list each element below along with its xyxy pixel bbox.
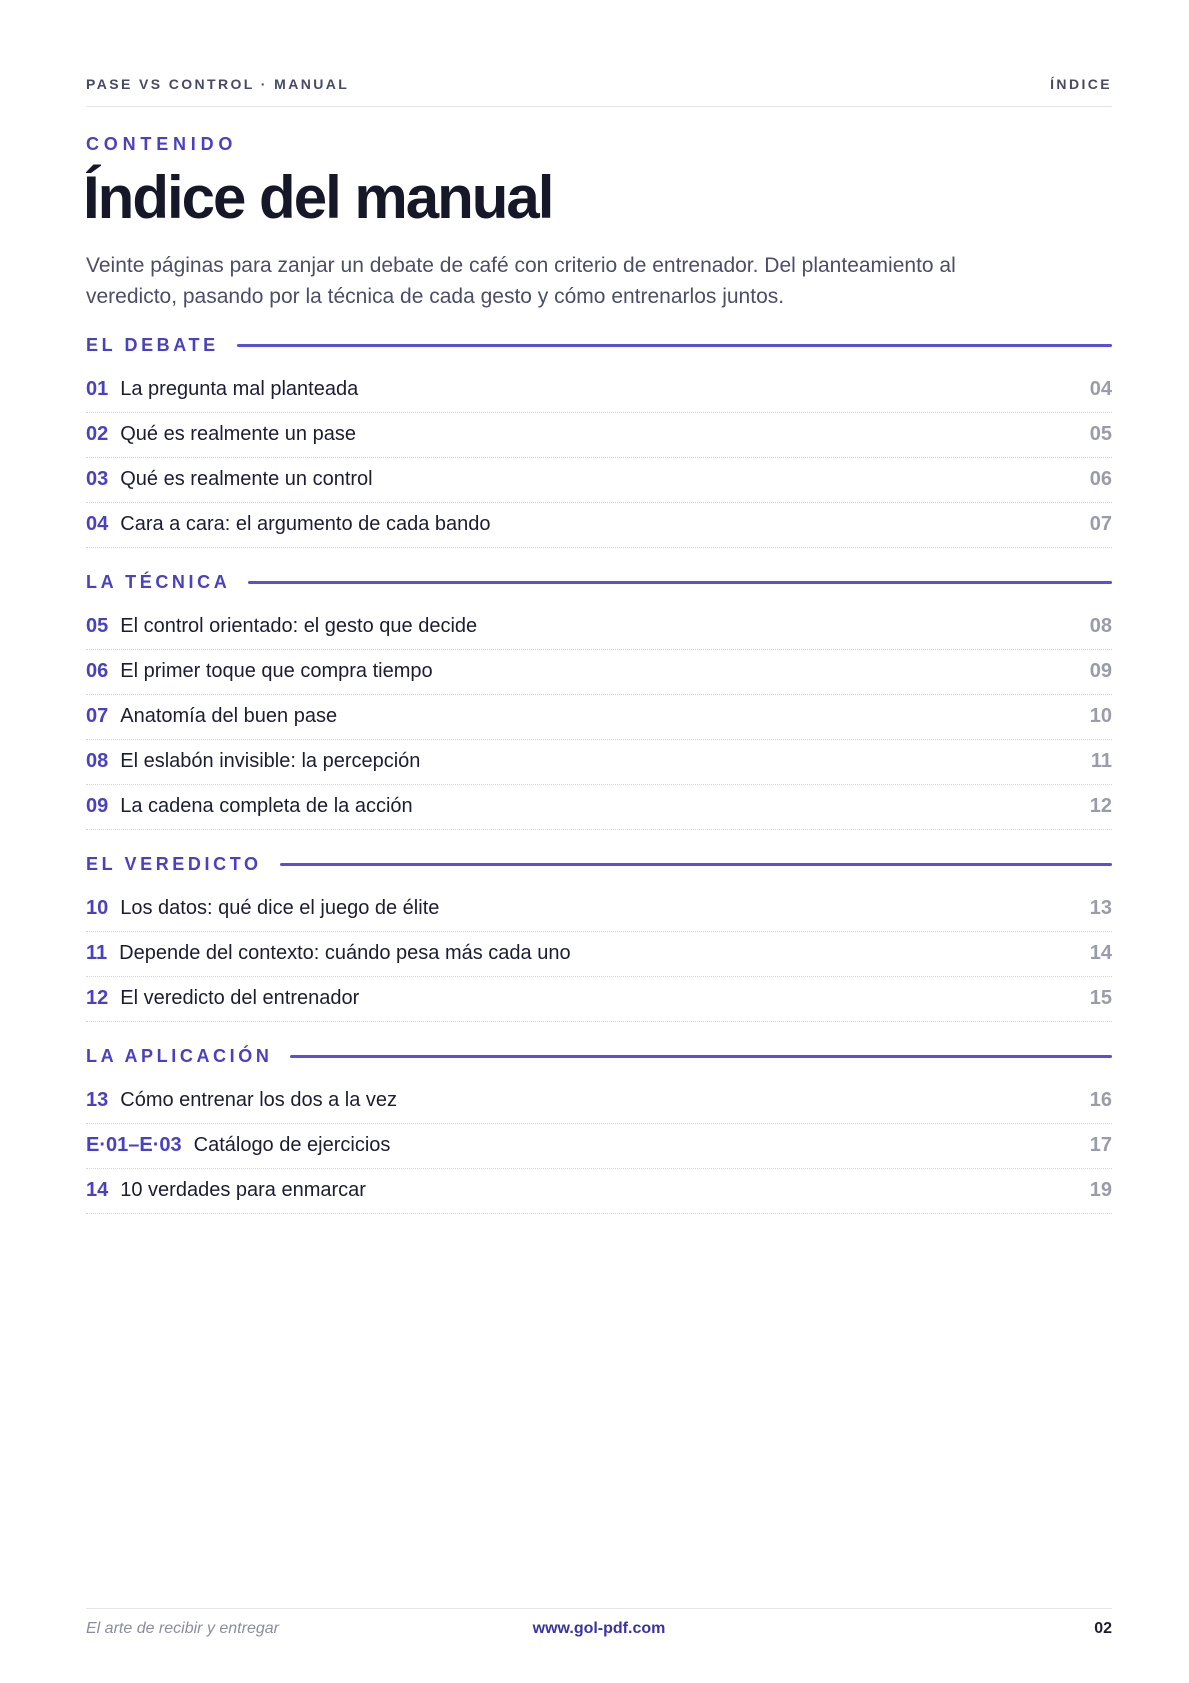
section-rule <box>280 863 1112 866</box>
entry-title: Qué es realmente un pase <box>120 423 356 445</box>
section-heading-veredicto <box>86 852 1112 876</box>
toc-entry[interactable] <box>86 1168 1112 1214</box>
entry-number: 12 <box>86 987 109 1009</box>
entry-page-number: 13 <box>1089 897 1112 919</box>
section-label: EL DEBATE <box>86 334 219 355</box>
toc-entry[interactable] <box>86 784 1112 830</box>
toc-entry[interactable] <box>86 502 1112 548</box>
section-heading-aplicacion <box>86 1044 1112 1068</box>
entry-page-number: 17 <box>1089 1134 1112 1156</box>
entry-page-number: 04 <box>1089 378 1112 400</box>
page-title: Índice del manual <box>83 164 553 231</box>
toc-entry[interactable] <box>86 1123 1112 1169</box>
entry-number: 13 <box>86 1089 109 1111</box>
entry-title: Cara a cara: el argumento de cada bando <box>120 513 491 535</box>
entry-page-number: 19 <box>1089 1179 1112 1201</box>
entry-title: Catálogo de ejercicios <box>193 1134 391 1156</box>
entry-title: Anatomía del buen pase <box>120 705 338 727</box>
section-label: LA APLICACIÓN <box>86 1045 273 1066</box>
page-footer <box>86 1620 1112 1644</box>
entry-title: Cómo entrenar los dos a la vez <box>120 1089 398 1111</box>
footer-page-number: 02 <box>1094 1620 1112 1637</box>
toc-entry[interactable] <box>86 739 1112 785</box>
toc-entry[interactable] <box>86 931 1112 977</box>
entry-page-number: 07 <box>1089 513 1112 535</box>
footer-tagline: El arte de recibir y entregar <box>86 1620 279 1637</box>
intro-paragraph: Veinte páginas para zanjar un debate de café con criterio de entrenador. Del planteamiento al veredicto, pasando por la técnica de cada gesto y cómo entrenarlos juntos. <box>86 254 956 308</box>
entry-title: La cadena completa de la acción <box>120 795 413 817</box>
entry-page-number: 06 <box>1089 468 1112 490</box>
toc-entry[interactable] <box>86 886 1112 932</box>
section-rule <box>290 1055 1112 1058</box>
entry-title: El eslabón invisible: la percepción <box>120 750 421 772</box>
entry-title: Depende del contexto: cuándo pesa más cada uno <box>119 942 571 964</box>
entry-number: 04 <box>86 513 109 535</box>
entry-page-number: 09 <box>1089 660 1112 682</box>
entry-page-number: 14 <box>1089 942 1112 964</box>
entry-title: El veredicto del entrenador <box>120 987 360 1009</box>
section-rule <box>248 581 1112 584</box>
entry-page-number: 10 <box>1089 705 1112 727</box>
eyebrow-label: CONTENIDO <box>86 134 238 154</box>
section-heading-debate <box>86 333 1112 357</box>
entry-page-number: 11 <box>1090 750 1112 772</box>
entry-page-number: 15 <box>1089 987 1112 1009</box>
entry-page-number: 08 <box>1089 615 1112 637</box>
toc-entry[interactable] <box>86 367 1112 413</box>
entry-title: La pregunta mal planteada <box>120 378 359 400</box>
entry-number: 08 <box>86 750 109 772</box>
section-label: EL VEREDICTO <box>86 853 262 874</box>
entry-number: 11 <box>86 942 108 964</box>
entry-title: Los datos: qué dice el juego de élite <box>120 897 440 919</box>
entry-page-number: 12 <box>1089 795 1112 817</box>
section-rule <box>237 344 1112 347</box>
toc-entry[interactable] <box>86 457 1112 503</box>
toc-entry[interactable] <box>86 694 1112 740</box>
header-section-name: ÍNDICE <box>1050 76 1112 92</box>
entry-number: E·01–E·03 <box>86 1134 182 1156</box>
footer-divider <box>86 1608 1112 1609</box>
toc-entry[interactable] <box>86 976 1112 1022</box>
entry-number: 01 <box>86 378 109 400</box>
toc-entry[interactable] <box>86 1078 1112 1124</box>
entry-page-number: 05 <box>1089 423 1112 445</box>
header-divider <box>86 106 1112 107</box>
entry-title: El primer toque que compra tiempo <box>120 660 433 682</box>
entry-number: 14 <box>86 1179 109 1201</box>
section-heading-tecnica <box>86 570 1112 594</box>
entry-number: 06 <box>86 660 109 682</box>
entry-number: 10 <box>86 897 109 919</box>
entry-number: 07 <box>86 705 109 727</box>
entry-title: Qué es realmente un control <box>120 468 373 490</box>
entry-number: 02 <box>86 423 109 445</box>
header-document-title: PASE VS CONTROL · MANUAL <box>86 76 350 92</box>
toc-entry[interactable] <box>86 604 1112 650</box>
entry-number: 09 <box>86 795 109 817</box>
footer-website-link[interactable]: www.gol-pdf.com <box>532 1620 666 1637</box>
toc-entry[interactable] <box>86 649 1112 695</box>
entry-page-number: 16 <box>1089 1089 1112 1111</box>
entry-number: 03 <box>86 468 109 490</box>
document-page <box>83 0 1112 1683</box>
entry-number: 05 <box>86 615 109 637</box>
entry-title: El control orientado: el gesto que decide <box>120 615 478 637</box>
entry-title: 10 verdades para enmarcar <box>120 1179 366 1201</box>
section-label: LA TÉCNICA <box>86 571 231 592</box>
running-header <box>86 76 1112 92</box>
toc-entry[interactable] <box>86 412 1112 458</box>
